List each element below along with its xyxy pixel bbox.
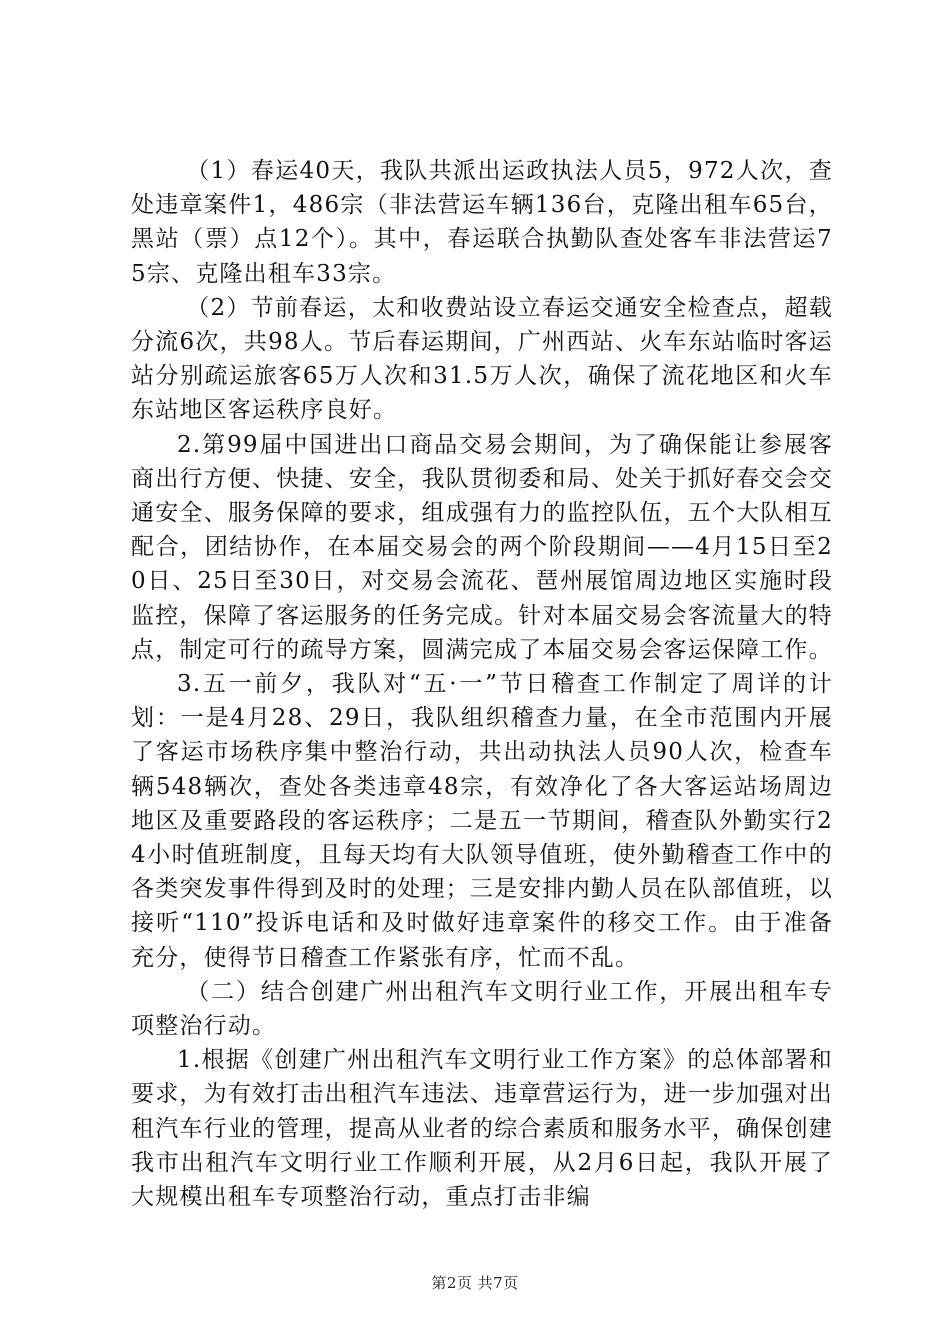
paragraph-taxi-rectification: 1.根据《创建广州出租汽车文明行业工作方案》的总体部署和要求，为有效打击出租汽车违法、违章营运行为，进一步加强对出租汽车行业的管理，提高从业者的综合素质和服务水平，确保创建我市出租汽车文明行业工作顺利开展，从2月6日起，我队开展了大规模出租车专项整治行动，重点打击非编 <box>131 1047 833 1211</box>
section-heading-taxi-campaign: （二）结合创建广州出租汽车文明行业工作，开展出租车专项整治行动。 <box>131 978 833 1040</box>
page-number-footer: 第2页 共7页 <box>431 1274 519 1292</box>
paragraph-spring-festival-enforcement: （1）春运40天，我队共派出运政执法人员5，972人次，查处违章案件1，486宗（非法营运车辆136台，克隆出租车65台，黑站（票）点12个）。其中，春运联合执勤队查处客车非法营运75宗、克隆出租车33宗。 <box>131 158 833 287</box>
paragraph-canton-fair: 2.第99届中国进出口商品交易会期间，为了确保能让参展客商出行方便、快捷、安全，我队贯彻委和局、处关于抓好春交会交通安全、服务保障的要求，组成强有力的监控队伍，五个大队相互配合，团结协作，在本届交易会的两个阶段期间——4月15日至20日、25日至30日，对交易会流花、琶州展馆周边地区实施时段监控，保障了客运服务的任务完成。针对本届交易会客流量大的特点，制定可行的疏导方案，圆满完成了本届交易会客运保障工作。 <box>131 431 833 663</box>
paragraph-may-day-inspection: 3.五一前夕，我队对“五·一”节日稽查工作制定了周详的计划：一是4月28、29日，我队组织稽查力量，在全市范围内开展了客运市场秩序集中整治行动，共出动执法人员90人次，检查车辆548辆次，查处各类违章48宗，有效净化了各大客运站场周边地区及重要路段的客运秩序；二是五一节期间，稽查队外勤实行24小时值班制度，且每天均有大队领导值班，使外勤稽查工作中的各类突发事件得到及时的处理；三是安排内勤人员在队部值班，以接听“110”投诉电话和及时做好违章案件的移交工作。由于准备充分，使得节日稽查工作紧张有序，忙而不乱。 <box>131 671 833 971</box>
document-body <box>131 154 833 1214</box>
paragraph-spring-festival-checkpoint: （2）节前春运，太和收费站设立春运交通安全检查点，超载分流6次，共98人。节后春运期间，广州西站、火车东站临时客运站分别疏运旅客65万人次和31.5万人次，确保了流花地区和火车东站地区客运秩序良好。 <box>131 294 833 424</box>
